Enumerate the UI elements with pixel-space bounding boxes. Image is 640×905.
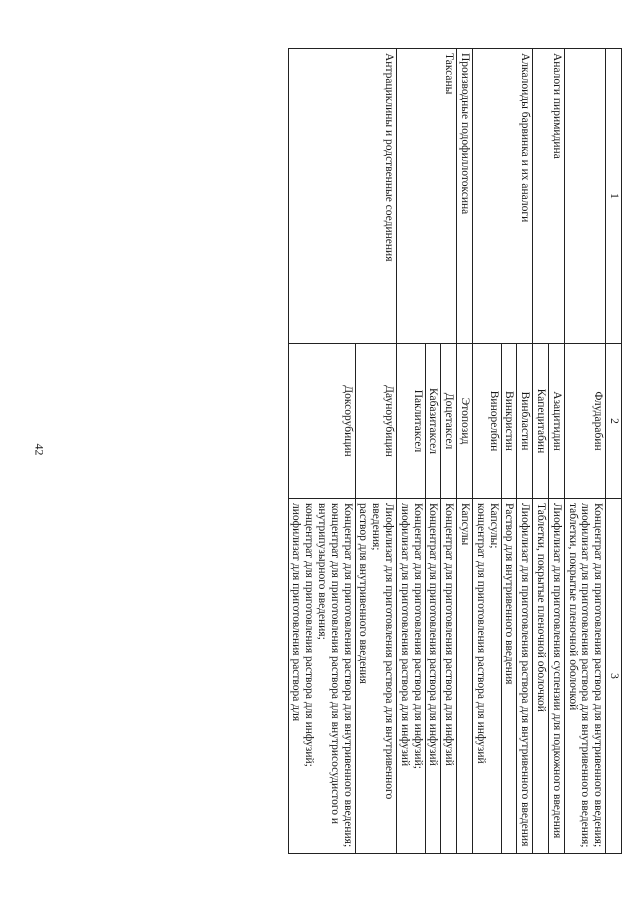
dosage-form-line: Концентрат для приготовления раствора для инфузий; — [411, 503, 424, 769]
dosage-forms-cell — [564, 499, 605, 854]
drug-group-cell: Алкалоиды барвинка и их аналоги — [517, 49, 533, 344]
table-row — [501, 49, 517, 854]
drug-name-cell: Даунорубицин — [355, 344, 396, 499]
dosage-forms-cell — [517, 499, 533, 854]
table-row — [457, 49, 473, 854]
drug-name-cell: Винорелбин — [473, 344, 502, 499]
drug-table — [288, 48, 622, 854]
table-row — [517, 49, 533, 854]
drug-group-cell — [397, 49, 426, 344]
page-number: 42 — [32, 443, 47, 456]
drug-group-cell — [288, 49, 355, 344]
drug-group-cell: Таксаны — [441, 49, 457, 344]
dosage-forms-cell — [441, 499, 457, 854]
dosage-form-line: Лиофилизат для приготовления раствора для внутривенного введения; — [370, 503, 396, 800]
table-row — [564, 49, 605, 854]
dosage-form-line: Капсулы — [459, 503, 472, 546]
drug-name-cell: Капецитабин — [533, 344, 549, 499]
drug-name-cell: Доксорубицин — [288, 344, 355, 499]
drug-group-cell — [501, 49, 517, 344]
dosage-form-line: лиофилизат для приготовления раствора для инфузий — [398, 503, 411, 767]
drug-name-cell: Винбластин — [517, 344, 533, 499]
dosage-forms-cell — [288, 499, 355, 854]
drug-group-cell — [473, 49, 502, 344]
header-col-3: 3 — [606, 499, 622, 854]
table-row — [288, 49, 355, 854]
drug-group-cell — [425, 49, 441, 344]
dosage-form-line: Концентрат для приготовления раствора для внутривенного введения; — [592, 503, 605, 848]
dosage-form-line: концентрат для приготовления раствора для инфузий — [474, 503, 487, 764]
dosage-form-line: Лиофилизат для приготовления раствора для внутривенного введения — [519, 503, 532, 847]
drug-name-cell: Доцетаксел — [441, 344, 457, 499]
table-header-row — [606, 49, 622, 854]
drug-name-cell: Флударабин — [564, 344, 605, 499]
table-row — [533, 49, 549, 854]
drug-name-cell: Винкристин — [501, 344, 517, 499]
dosage-forms-cell — [549, 499, 565, 854]
dosage-forms-cell — [425, 499, 441, 854]
drug-name-cell: Паклитаксел — [397, 344, 426, 499]
dosage-form-line: Капсулы; — [487, 503, 500, 549]
header-col-1: 1 — [606, 49, 622, 344]
drug-group-cell: Аналоги пиримидина — [549, 49, 565, 344]
table-row — [355, 49, 396, 854]
header-col-2: 2 — [606, 344, 622, 499]
dosage-form-line: Концентрат для приготовления раствора для внутривенного введения; — [341, 503, 354, 848]
dosage-form-line: Концентрат для приготовления раствора для инфузий — [443, 503, 456, 766]
drug-group-cell: Антрациклины и родственные соединения — [355, 49, 396, 344]
drug-group-cell — [533, 49, 549, 344]
dosage-forms-cell — [473, 499, 502, 854]
dosage-form-line: Концентрат для приготовления раствора для инфузий — [427, 503, 440, 766]
drug-name-cell: Азацитидин — [549, 344, 565, 499]
drug-group-cell — [564, 49, 605, 344]
dosage-forms-cell — [457, 499, 473, 854]
dosage-form-line: концентрат для приготовления раствора для инфузий; — [303, 503, 316, 767]
drug-group-cell: Производные подофиллотоксина — [457, 49, 473, 344]
dosage-form-line: таблетки, покрытые пленочной оболочкой — [566, 503, 579, 711]
dosage-form-line: Раствор для внутривенного введения — [503, 503, 516, 685]
table-row — [425, 49, 441, 854]
drug-name-cell: Этопозид — [457, 344, 473, 499]
dosage-forms-cell — [355, 499, 396, 854]
dosage-forms-cell — [533, 499, 549, 854]
table-row — [441, 49, 457, 854]
dosage-form-line: лиофилизат для приготовления раствора для внутривенного введения; — [579, 503, 592, 848]
rotated-table-container — [89, 48, 622, 853]
dosage-forms-cell — [397, 499, 426, 854]
dosage-form-line: концентрат для приготовления раствора для внутрисосудистого и внутрипузырного введения; — [316, 503, 341, 825]
dosage-form-line: лиофилизат для приготовления раствора для — [290, 503, 303, 722]
drug-name-cell: Кабазитаксел — [425, 344, 441, 499]
dosage-form-line: раствор для внутривенного введения — [357, 503, 370, 684]
dosage-form-line: Таблетки, покрытые пленочной оболочкой — [535, 503, 548, 712]
table-row — [397, 49, 426, 854]
table-row — [549, 49, 565, 854]
table-row — [473, 49, 502, 854]
dosage-forms-cell — [501, 499, 517, 854]
dosage-form-line: Лиофилизат для приготовления суспензии для подкожного введения — [550, 503, 563, 839]
